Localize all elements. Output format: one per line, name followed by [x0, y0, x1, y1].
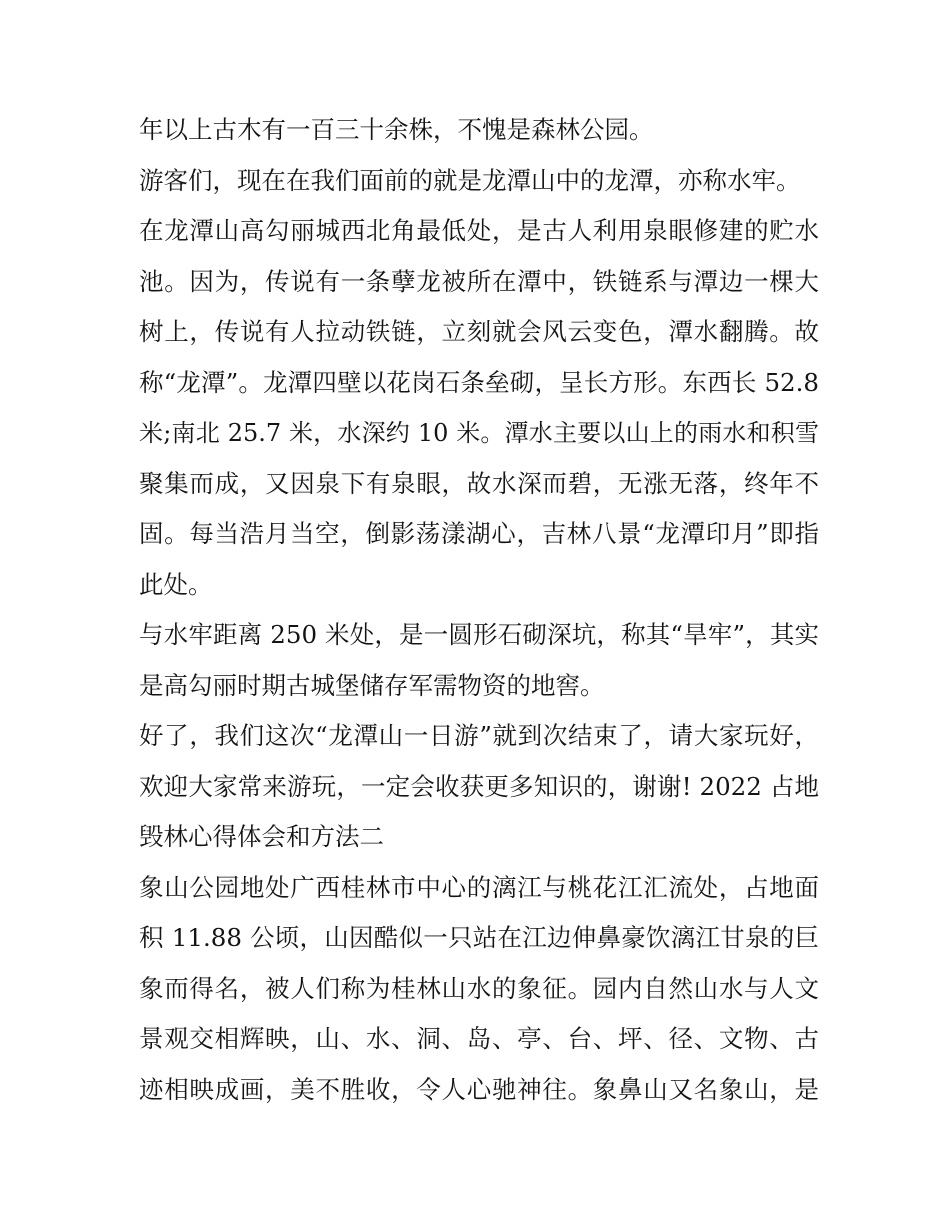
text-line: 米;南北 25.7 米，水深约 10 米。潭水主要以山上的雨水和积雪: [139, 419, 819, 447]
text-line: 景观交相辉映，山、水、洞、岛、亭、台、坪、径、文物、古: [139, 1024, 819, 1053]
text-line: 此处。: [139, 569, 213, 599]
text-line: 称“龙潭”。龙潭四壁以花岗石条垒砌，呈长方形。东西长 52.8: [139, 367, 819, 397]
text-line: 象而得名，被人们称为桂林山水的象征。园内自然山水与人文: [139, 973, 819, 1003]
text-line: 欢迎大家常来游玩，一定会收获更多知识的，谢谢! 2022 占地: [139, 771, 819, 801]
text-line: 积 11.88 公顷，山因酷似一只站在江边伸鼻豪饮漓江甘泉的巨: [139, 923, 819, 952]
text-line: 年以上古木有一百三十余株，不愧是森林公园。: [139, 115, 654, 144]
text-line: 树上，传说有人拉动铁链，立刻就会风云变色，潭水翻腾。故: [139, 317, 819, 346]
text-line: 在龙潭山高勾丽城西北角最低处，是古人利用泉眼修建的贮水: [139, 216, 819, 245]
text-line: 固。每当浩月当空，倒影荡漾湖心，吉林八景“龙潭印月”即指: [139, 519, 819, 548]
text-line: 象山公园地处广西桂林市中心的漓江与桃花江汇流处，占地面: [139, 872, 819, 902]
text-line: 是高勾丽时期古城堡储存军需物资的地窖。: [139, 670, 605, 700]
text-line: 与水牢距离 250 米处，是一圆形石砌深坑，称其“旱牢”，其实: [139, 620, 819, 649]
text-line: 毁林心得体会和方法二: [139, 822, 384, 851]
text-line: 池。因为，传说有一条孽龙被所在潭中，铁链系与潭边一棵大: [139, 266, 819, 296]
text-line: 迹相映成画，美不胜收，令人心驰神往。象鼻山又名象山，是: [139, 1074, 819, 1104]
text-line: 聚集而成，又因泉下有泉眼，故水深而碧，无涨无落，终年不: [139, 468, 819, 498]
text-line: 好了，我们这次“龙潭山一日游”就到次结束了，请大家玩好，: [139, 721, 819, 750]
text-line: 游客们，现在在我们面前的就是龙潭山中的龙潭，亦称水牢。: [139, 165, 801, 195]
